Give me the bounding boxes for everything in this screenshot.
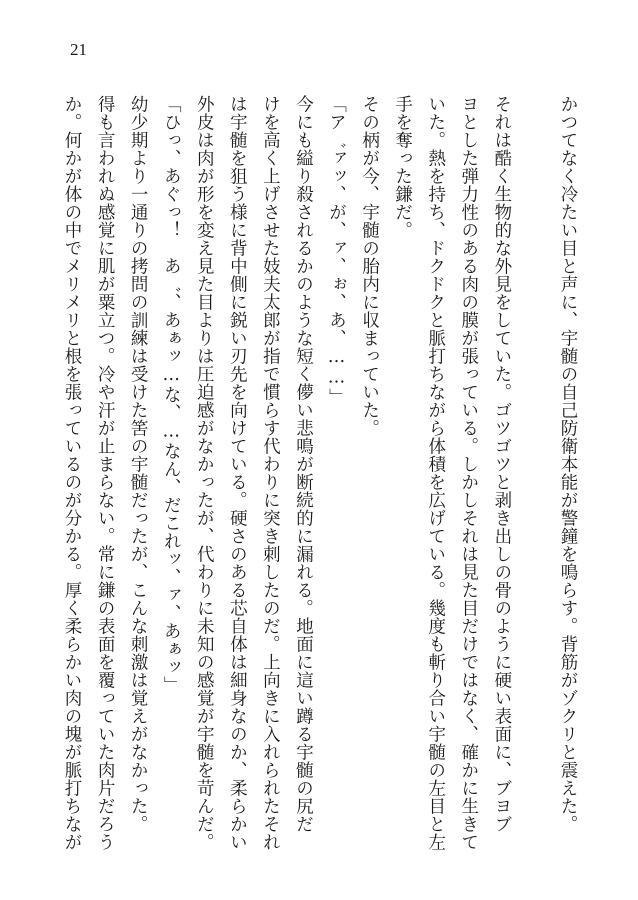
text-line-12: 外皮は肉が形を変え見た目よりは圧迫感がなかったが、代わりに未知の感覚が宇髄を苛んだ。 — [194, 95, 215, 851]
page-number: 21 — [70, 40, 87, 59]
text-line-15: 得も言われぬ感覚に肌が粟立つ。冷や汗が止まらない。常に鎌の表面を覆っていた肉片だろう — [95, 95, 116, 851]
text-line-13: 「ひっ、あぐっ！ あ゛、あぁッ…な、…なん、だこれッ、ァ、あぁッ」 — [161, 95, 182, 694]
text-line-4: ヨとした弾力性のある肉の膜が張っている。しかしそれは見た目だけではなく、確かに生きて — [458, 95, 479, 851]
text-line-5: いた。熱を持ち、ドクドクと脈打ちながら体積を広げている。幾度も斬り合い宇髄の左目と左 — [425, 95, 446, 851]
text-line-8: 「ア゛ァッ、が、ァ、ぉ、あ、……」 — [326, 95, 347, 406]
text-line-7: その柄が今、宇髄の胎内に収まっていた。 — [359, 95, 380, 437]
novel-text-body — [60, 95, 580, 865]
text-line-3: それは酷く生物的な外見をしていた。ゴツゴツと剥き出しの骨のように硬い表面に、ブヨブ — [491, 95, 512, 833]
text-line-9: 今にも縊り殺されるかのような短く儚い悲鳴が断続的に漏れる。地面に這い蹲る宇髄の尻だ — [293, 95, 314, 833]
text-line-16: か。何かが体の中でメリメリと根を張っているのが分かる。厚く柔らかい肉の塊が脈打ちなが — [62, 95, 82, 851]
text-line-6: 手を奪った鎌だ。 — [392, 95, 413, 239]
text-line-11: は宇髄を狙う様に背中側に鋭い刃先を向けている。硬さのある芯自体は細身なのか、柔らかい — [227, 95, 248, 851]
text-line-10: けを高く上げさせた妓夫太郎が指で慣らす代わりに突き刺したのだ。上向きに入れられたそれ — [260, 95, 281, 851]
text-line-1: かつてなく冷たい目と声に、宇髄の自己防衛本能が警鐘を鳴らす。背筋がゾクリと震えた。 — [557, 95, 578, 833]
text-line-14: 幼少期より一通りの拷問の訓練は受けた筈の宇髄だったが、こんな刺激は覚えがなかった。 — [128, 95, 149, 833]
